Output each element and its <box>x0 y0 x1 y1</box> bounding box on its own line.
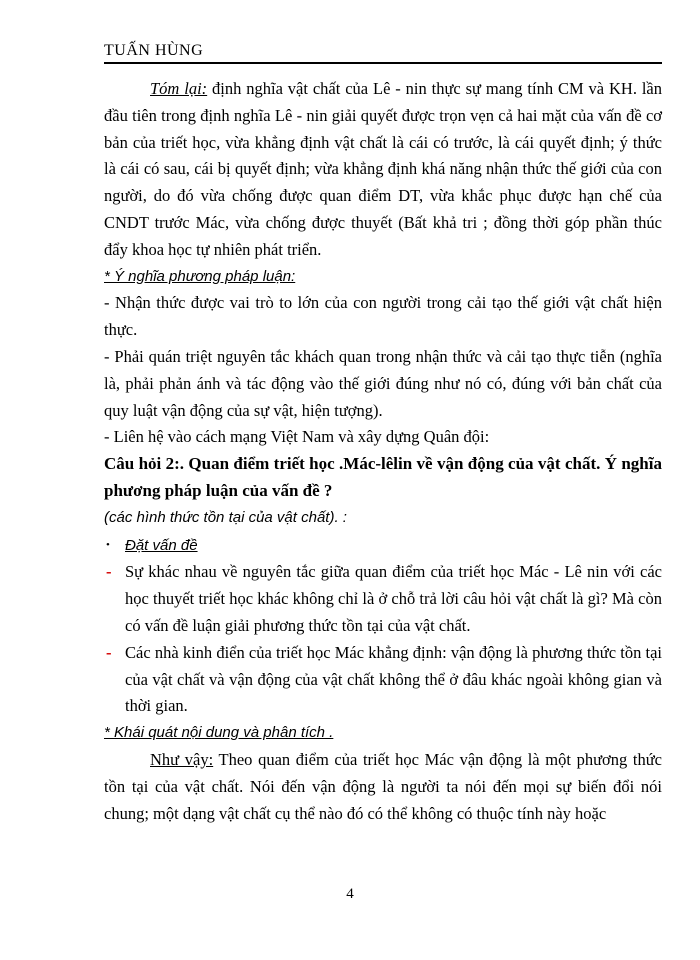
bullet-item <box>104 532 662 560</box>
dash-item-1 <box>104 559 662 639</box>
analysis-heading: * Khái quát nội dung và phân tích . <box>104 724 334 742</box>
bullet-marker: • <box>106 538 110 551</box>
summary-lead: Tóm lại: <box>150 79 208 98</box>
final-paragraph <box>104 747 662 827</box>
methodology-point-1: - Nhận thức được vai trò to lớn của con người trong cải tạo thế giới vật chất hiện thực. <box>104 293 662 340</box>
dash-marker: - <box>106 642 112 662</box>
summary-paragraph <box>104 76 662 264</box>
header-author: TUẤN HÙNG <box>104 42 204 59</box>
dash-item-text: Các nhà kinh điển của triết học Mác khẳng định: vận động là phương thức tồn tại của vật chất và vận động của vật chất không thể ở đâu khác ngoài không gian và thời gian. <box>125 642 662 716</box>
final-text: Theo quan điểm của triết học Mác vận động là một phương thức tồn tại của vật chất. Nói đến vận động là người ta nói đến mọi sự biến đổi nói chung; một dạng vật chất cụ thể nào đó có thể không có thuộc tính này hoặc <box>104 749 662 823</box>
dash-item-2 <box>104 640 662 720</box>
header-rule <box>104 62 662 64</box>
question-heading: Câu hỏi 2:. Quan điểm triết học .Mác-lêlin về vận động của vật chất. Ý nghĩa phương pháp luận của vấn đề ? <box>104 454 662 500</box>
question-subtitle: (các hình thức tồn tại của vật chất). : <box>104 508 347 526</box>
page-content <box>104 76 662 827</box>
bullet-label: Đặt vấn đề <box>125 536 198 554</box>
methodology-point-3: - Liên hệ vào cách mạng Việt Nam và xây dựng Quân đội: <box>104 427 490 447</box>
methodology-point-2: - Phải quán triệt nguyên tắc khách quan trong nhận thức và cải tạo thực tiễn (nghĩa là, phải phản ánh và tác động vào thế giới đúng như nó có, đúng với bản chất của quy luật vận động của sự vật, hiện tượng). <box>104 346 662 420</box>
final-lead: Như vậy: <box>150 749 214 769</box>
dash-item-text: Sự khác nhau về nguyên tắc giữa quan điểm của triết học Mác - Lê nin với các học thuyết triết học khác không chỉ là ở chỗ trả lời câu hỏi vật chất là gì? Mà còn có vấn đề luận giải phương thức tồn tại của vật chất. <box>125 562 662 635</box>
dash-marker: - <box>106 562 112 582</box>
methodology-heading: * Ý nghĩa phương pháp luận: <box>104 267 296 285</box>
page-number: 4 <box>346 886 354 902</box>
summary-text: định nghĩa vật chất của Lê - nin thực sự mang tính CM và KH. lần đầu tiên trong định nghĩa Lê - nin giải quyết được trọn vẹn cả hai mặt của vấn đề cơ bản của triết học, vừa khẳng định vật chất là cái có trước, là cái quyết định; ý thức là cái có sau, cái bị quyết định; vừa khẳng định khá năng nhận thức thế giới của con người, do đó vừa chống được quan điểm DT, vừa khắc phục được hạn chế của CNDT trước Mác, vừa chống được thuyết (Bất khả tri ; đồng thời góp phần thúc đẩy khoa học tự nhiên phát triển. <box>104 79 662 259</box>
